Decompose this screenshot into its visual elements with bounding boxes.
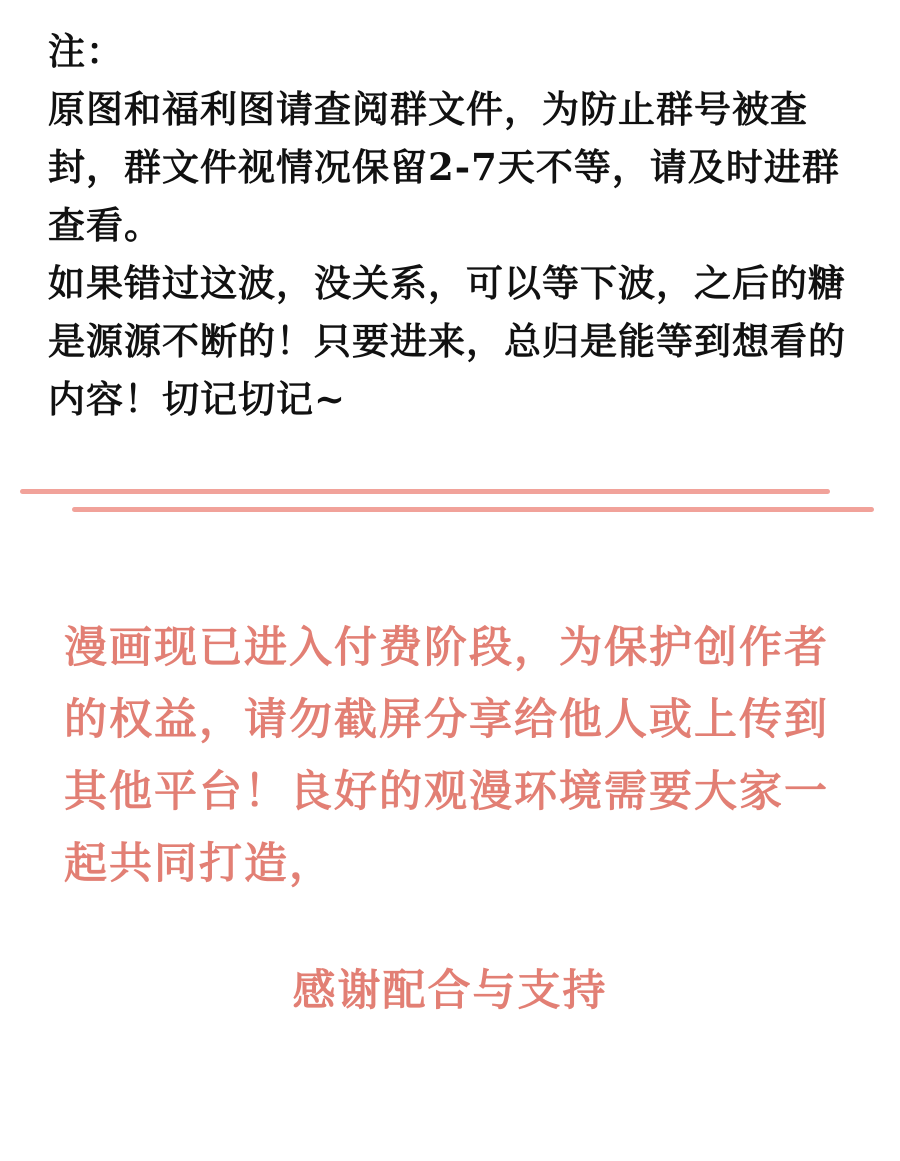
copyright-warning-text: 漫画现已进入付费阶段，为保护创作者的权益，请勿截屏分享给他人或上传到其他平台！良好的观漫环境需要大家一起共同打造， <box>64 623 829 889</box>
notice-paragraph-group-files: 原图和福利图请查阅群文件，为防止群号被查封，群文件视情况保留2-7天不等，请及时进群查看。 <box>48 87 840 247</box>
divider-line-bottom <box>72 507 874 512</box>
notice-label: 注： <box>48 29 124 73</box>
divider-line-top <box>20 489 830 494</box>
notice-paragraph-next-wave: 如果错过这波，没关系，可以等下波，之后的糖是源源不断的！只要进来，总归是能等到想看的内容！切记切记~ <box>48 261 846 421</box>
notice-block <box>48 22 868 428</box>
copyright-warning-block <box>64 612 854 900</box>
thanks-message: 感谢配合与支持 <box>292 966 608 1016</box>
